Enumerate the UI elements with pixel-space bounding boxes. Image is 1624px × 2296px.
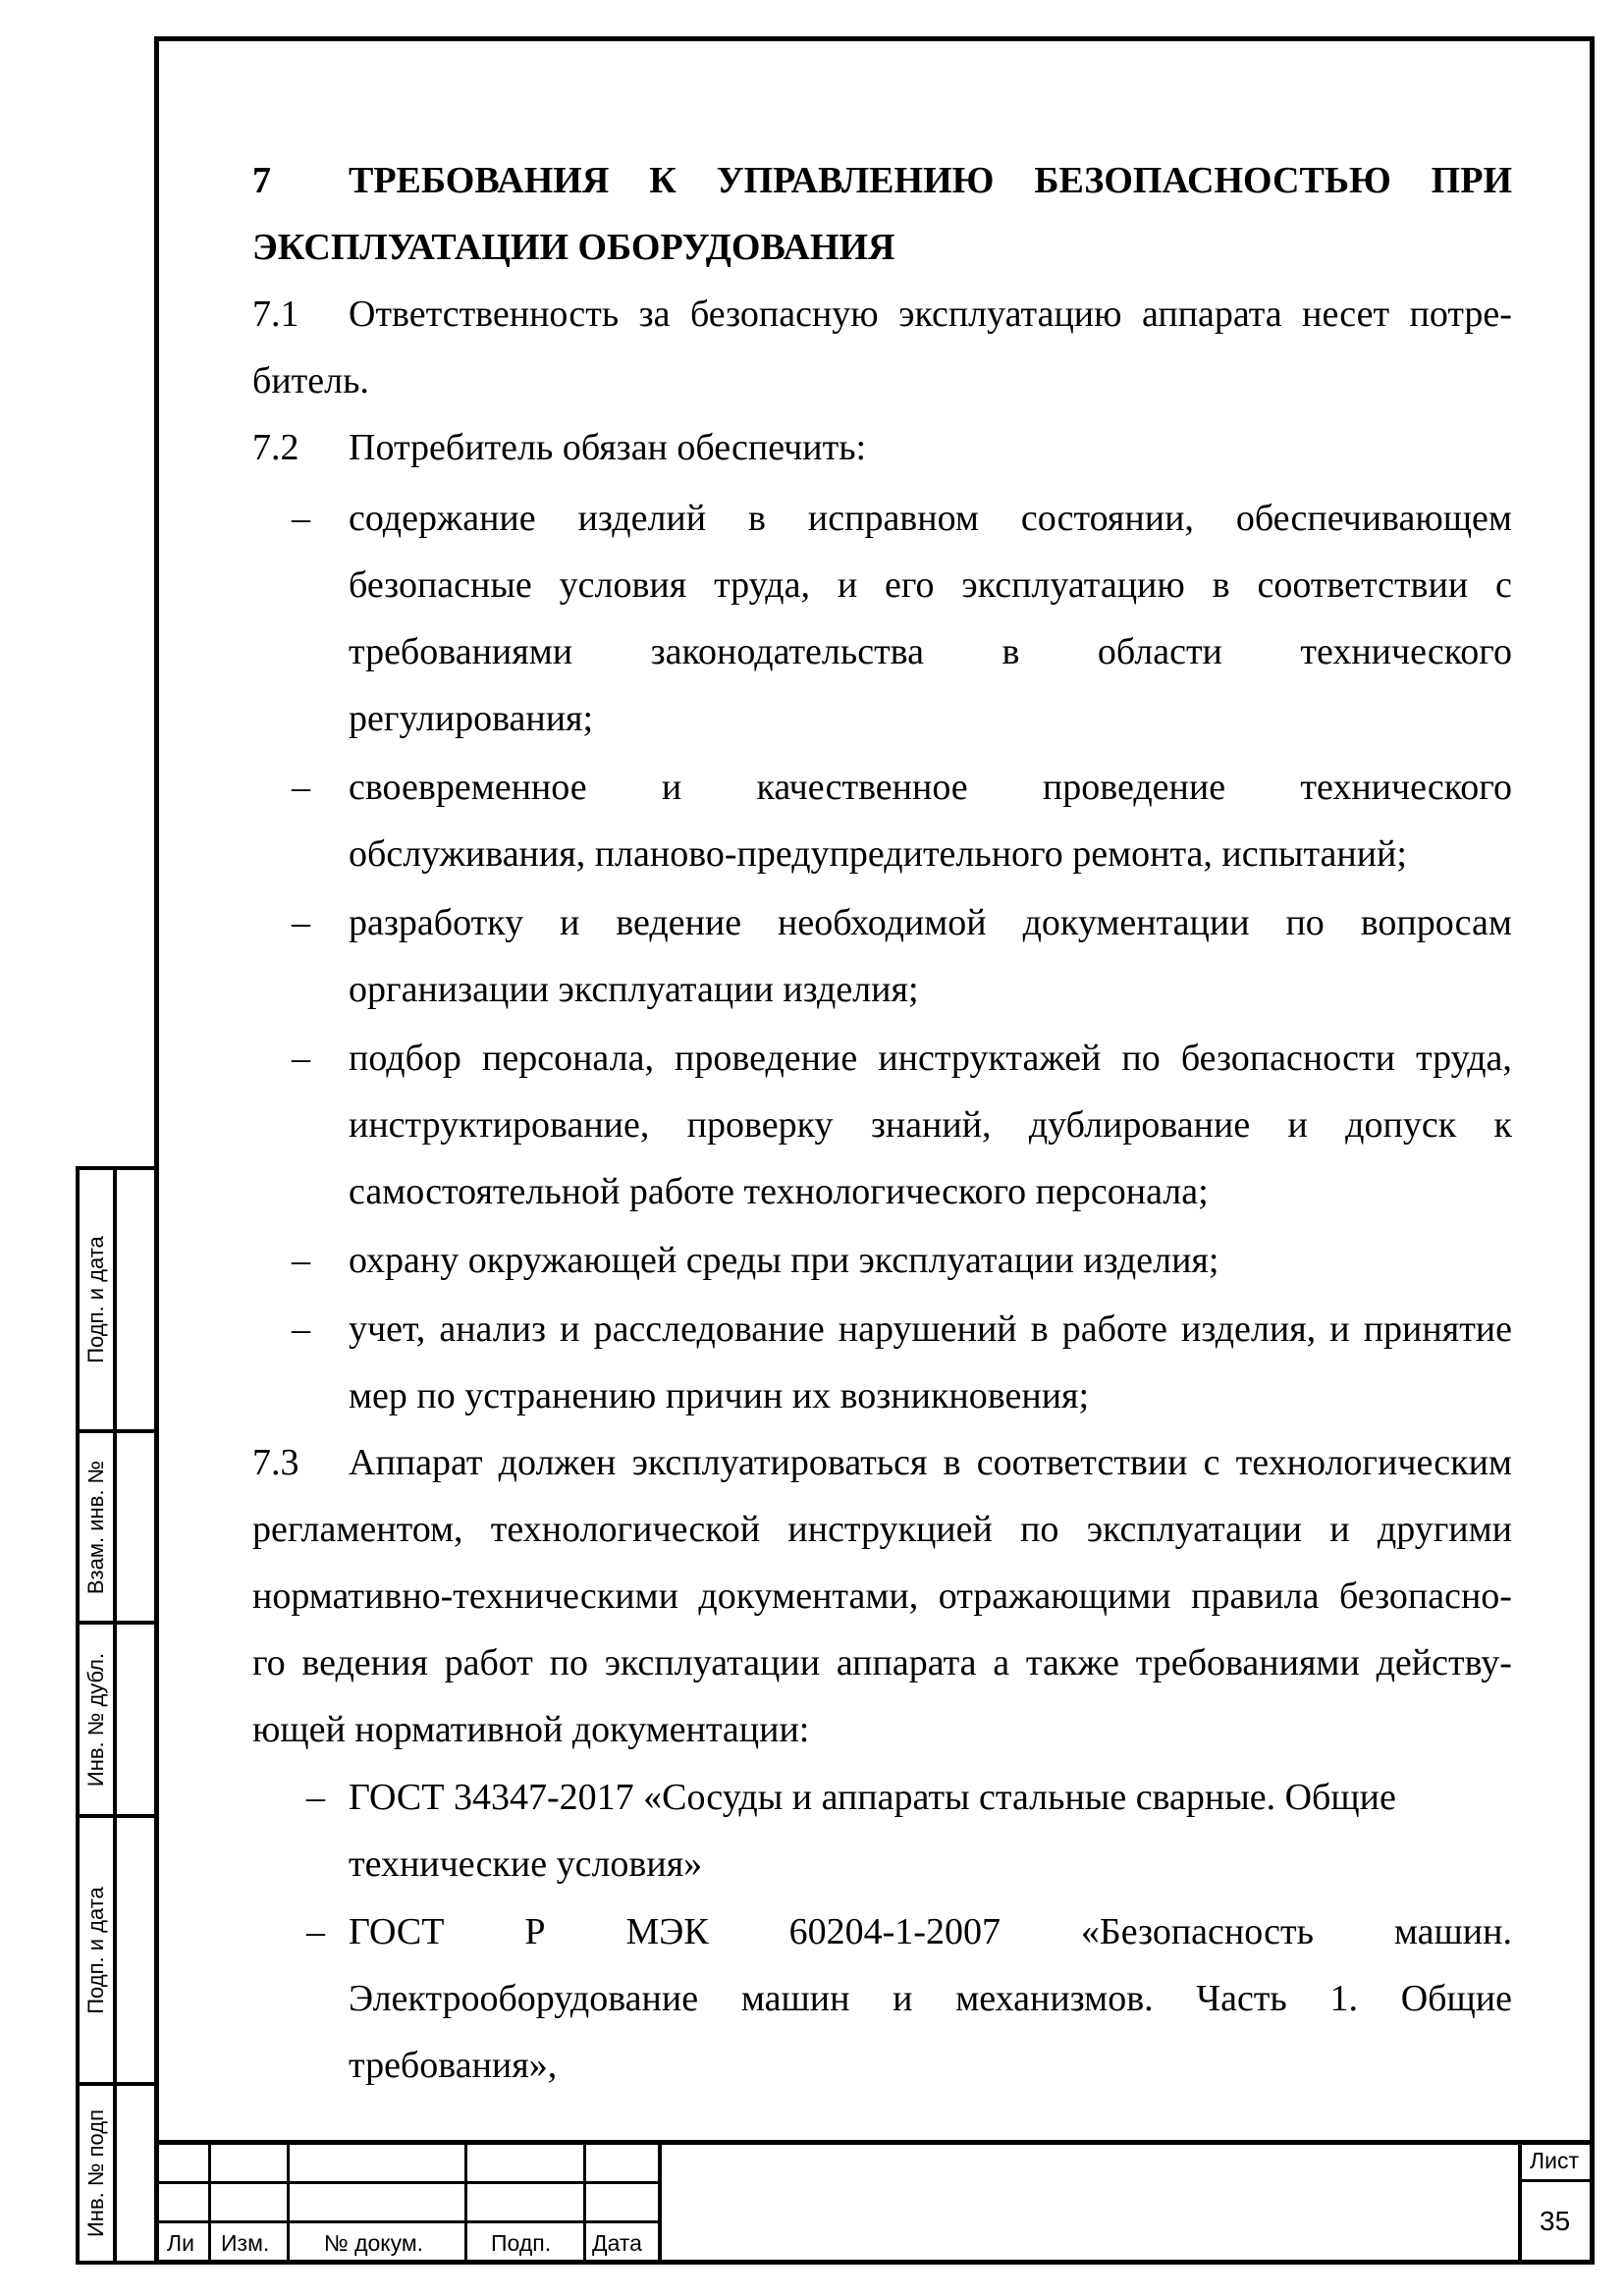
word: в (1001, 631, 1020, 672)
word: обеспечивающем (1235, 498, 1512, 539)
list-item-text (349, 889, 1512, 1023)
word: подбор (349, 1038, 461, 1079)
text-line (349, 1092, 1512, 1158)
list-item (252, 754, 1512, 887)
word: К (649, 160, 677, 201)
text-line (252, 1563, 1512, 1629)
word: ведения (301, 1642, 428, 1683)
bullet-dash: – (292, 902, 310, 943)
list-item (252, 485, 1512, 752)
title-block-col-line (1518, 2140, 1522, 2265)
word: эксплуатации (1086, 1509, 1303, 1550)
text-line: регулирования; (349, 698, 594, 739)
document-body (252, 147, 1512, 2099)
word: проверку (686, 1104, 834, 1146)
word: необходимой (778, 902, 987, 943)
word: качественное (756, 767, 968, 808)
side-label-replace-inv: Взам. инв. № (83, 1460, 109, 1594)
word: УПРАВЛЕНИЮ (716, 160, 995, 201)
word: соответствии (1257, 564, 1469, 606)
word: его (885, 564, 935, 606)
sheet-number: 35 (1540, 2206, 1571, 2236)
col-label-li: Ли (167, 2230, 194, 2256)
word: в (1212, 564, 1230, 606)
text-line: ющей нормативной документации: (252, 1709, 810, 1750)
title-block-col-line (208, 2140, 211, 2265)
word: эксплуатации (604, 1642, 821, 1683)
word: Часть (1196, 1978, 1287, 2019)
list73-list (252, 1764, 1512, 2099)
word: законодательства (650, 631, 924, 672)
paragraph-number: 7.1 (252, 294, 299, 335)
bullet-dash: – (306, 1911, 325, 1952)
word: МЭК (625, 1911, 709, 1952)
list-item (252, 889, 1512, 1023)
paragraph-text: Потребитель обязан обеспечить: (349, 427, 867, 468)
word: технологической (490, 1509, 761, 1550)
word: должен (498, 1442, 617, 1483)
word: 1. (1329, 1978, 1358, 2019)
col-label-doc-number: № докум. (324, 2230, 424, 2256)
word: знаний, (870, 1104, 992, 1146)
bullet-dash: – (292, 498, 310, 539)
word: и (837, 564, 858, 606)
word: также (1025, 1642, 1119, 1683)
list-item-text (349, 1296, 1512, 1429)
word: механизмов. (955, 1978, 1154, 2019)
word: проведение (1042, 767, 1226, 808)
word: ведение (616, 902, 742, 943)
text-line (252, 1429, 1512, 1496)
list-item-text (349, 1025, 1512, 1225)
word: с (1495, 564, 1512, 606)
bullet-dash: – (292, 1038, 310, 1079)
text-line: самостоятельной работе технологического персонала; (349, 1171, 1209, 1212)
word: вопросам (1360, 902, 1512, 943)
word: инструктажей (878, 1038, 1102, 1079)
side-label-sign-date-2: Подп. и дата (83, 1886, 108, 2014)
word: анализ (439, 1308, 547, 1350)
title-block-col-line (287, 2140, 290, 2265)
word: труда, (1416, 1038, 1512, 1079)
word: соответствии (976, 1442, 1188, 1483)
word: отражающими (938, 1575, 1171, 1617)
word: аппарата (1141, 294, 1282, 335)
list-item (252, 1296, 1512, 1429)
text-line (349, 889, 1512, 956)
word: другими (1377, 1509, 1512, 1550)
word: состоянии, (1020, 498, 1194, 539)
text-line: организации эксплуатации изделия; (349, 969, 919, 1010)
bullet-dash: – (292, 1240, 310, 1281)
text-line: требования», (349, 2045, 558, 2086)
word: принятие (1363, 1308, 1512, 1350)
text-line (349, 754, 1512, 821)
word: действу- (1376, 1642, 1512, 1683)
word: и (560, 902, 580, 943)
word: Общие (1400, 1978, 1512, 2019)
col-label-signature: Подп. (491, 2230, 552, 2256)
list-item-text (349, 1898, 1512, 2099)
list-item (252, 1898, 1512, 2099)
list-item (252, 1764, 1512, 1897)
title-block-col-line (464, 2140, 467, 2265)
word: Аппарат (349, 1442, 483, 1483)
title-block-sheet-line (1518, 2179, 1595, 2182)
word: Ответственность (349, 294, 620, 335)
word: по (1121, 1038, 1161, 1079)
word: а (993, 1642, 1010, 1683)
word: содержание (349, 498, 536, 539)
word: регламентом, (252, 1509, 463, 1550)
word: аппарата (836, 1642, 977, 1683)
word: «Безопасность (1080, 1911, 1314, 1952)
paragraph-number: 7.2 (252, 427, 299, 468)
word: в (748, 498, 766, 539)
list-item-text (349, 485, 1512, 752)
word: с (1203, 1442, 1220, 1483)
title-block-col-line (583, 2140, 586, 2265)
word: ГОСТ (349, 1911, 445, 1952)
side-label-sign-date-1: Подп. и дата (83, 1236, 108, 1363)
list-item (252, 1227, 1512, 1294)
col-label-date: Дата (592, 2230, 642, 2256)
text-line: обслуживания, планово-предупредительного ремонта, испытаний; (349, 833, 1407, 875)
word: допуск (1345, 1104, 1457, 1146)
word: разработку (349, 902, 524, 943)
word: проведение (675, 1038, 858, 1079)
word: технического (1300, 767, 1512, 808)
bullet-dash: – (292, 767, 310, 808)
word: и (560, 1308, 580, 1350)
section-number: 7 (252, 160, 271, 201)
word: документами, (698, 1575, 919, 1617)
word: по (549, 1642, 588, 1683)
title-block-col-line (658, 2140, 662, 2265)
word: нормативно-техническими (252, 1575, 678, 1617)
text-line (349, 1296, 1512, 1362)
list-item-text (349, 754, 1512, 887)
word: по (1285, 902, 1325, 943)
word: своевременное (349, 767, 587, 808)
word: за (638, 294, 671, 335)
word: 60204-1-2007 (788, 1911, 1001, 1952)
word: требованиями (1135, 1642, 1360, 1683)
text-line: охрану окружающей среды при эксплуатации изделия; (349, 1240, 1219, 1281)
word: нарушений (838, 1308, 1017, 1350)
word: безопасно- (1338, 1575, 1512, 1617)
bullet-dash: – (306, 1777, 325, 1818)
word: и (661, 767, 682, 808)
word: требованиями (349, 631, 573, 672)
word: правила (1191, 1575, 1320, 1617)
list72-list (252, 485, 1512, 1429)
heading-line-1 (252, 147, 1512, 214)
word: инструктирование, (349, 1104, 650, 1146)
paragraph-number: 7.3 (252, 1442, 299, 1483)
word: учет, (349, 1308, 426, 1350)
text-line (252, 281, 1512, 347)
word: дублирование (1028, 1104, 1251, 1146)
word: безопасную (689, 294, 879, 335)
paragraph-7-2 (252, 414, 1512, 481)
word: потре- (1409, 294, 1512, 335)
word: безопасности (1180, 1038, 1395, 1079)
text-line (252, 1496, 1512, 1563)
word: машин (740, 1978, 850, 2019)
list-item-text (349, 1764, 1512, 1897)
word: расследование (593, 1308, 825, 1350)
text-line: ГОСТ 34347-2017 «Сосуды и аппараты стальные сварные. Общие (349, 1777, 1396, 1818)
word: ПРИ (1431, 160, 1512, 201)
word: в (1030, 1308, 1049, 1350)
text-line: битель. (252, 360, 369, 401)
section-heading (252, 147, 1512, 281)
text-line (349, 618, 1512, 685)
heading-line-2: ЭКСПЛУАТАЦИИ ОБОРУДОВАНИЯ (252, 227, 895, 268)
word: и (1287, 1104, 1308, 1146)
heading-first (252, 147, 609, 214)
word: исправном (807, 498, 979, 539)
sheet-label: Лист (1530, 2148, 1579, 2173)
side-label-dup-inv: Инв. № дубл. (83, 1652, 109, 1787)
text-line (252, 1629, 1512, 1696)
word: документации (1022, 902, 1250, 943)
text-line (349, 1025, 1512, 1092)
word: Р (524, 1911, 546, 1952)
list-item (252, 1025, 1512, 1225)
word: безопасные (349, 564, 532, 606)
word: области (1097, 631, 1222, 672)
word: условия (559, 564, 687, 606)
word: эксплуатироваться (631, 1442, 928, 1483)
text-line (349, 1965, 1512, 2032)
list-item-text (349, 1227, 1512, 1294)
word: работе (1061, 1308, 1167, 1350)
paragraph-7-3 (252, 1429, 1512, 1763)
paragraph-7-1 (252, 281, 1512, 414)
text-line (349, 485, 1512, 552)
word: и (1329, 1308, 1350, 1350)
side-label-orig-inv: Инв. № подп (83, 2109, 109, 2238)
text-line (349, 1898, 1512, 1965)
para-first (252, 1429, 482, 1496)
side-stamp (76, 1166, 154, 2265)
word: машин. (1393, 1911, 1512, 1952)
col-label-change: Изм. (221, 2230, 270, 2256)
word: го (252, 1642, 286, 1683)
word: персонала, (482, 1038, 654, 1079)
word: технического (1300, 631, 1512, 672)
word: к (1493, 1104, 1512, 1146)
word: и (893, 1978, 913, 2019)
word: работ (444, 1642, 533, 1683)
para-first (252, 281, 619, 347)
word: изделия, (1181, 1308, 1317, 1350)
text-line (349, 552, 1512, 618)
word: Электрооборудование (349, 1978, 699, 2019)
word: эксплуатацию (961, 564, 1185, 606)
title-block-top-line (154, 2140, 1595, 2145)
text-line: технические условия» (349, 1843, 703, 1885)
word: труда, (714, 564, 810, 606)
word: эксплуатацию (898, 294, 1122, 335)
word: по (1020, 1509, 1059, 1550)
bullet-dash: – (292, 1308, 310, 1350)
word: БЕЗОПАСНОСТЬЮ (1034, 160, 1391, 201)
word: ТРЕБОВАНИЯ (349, 160, 610, 201)
side-stamp-divider (113, 1166, 117, 2265)
word: в (943, 1442, 961, 1483)
word: несет (1302, 294, 1390, 335)
word: и (1329, 1509, 1350, 1550)
text-line: мер по устранению причин их возникновения; (349, 1375, 1090, 1416)
word: инструкцией (787, 1509, 993, 1550)
word: технологическим (1235, 1442, 1512, 1483)
word: изделий (577, 498, 707, 539)
